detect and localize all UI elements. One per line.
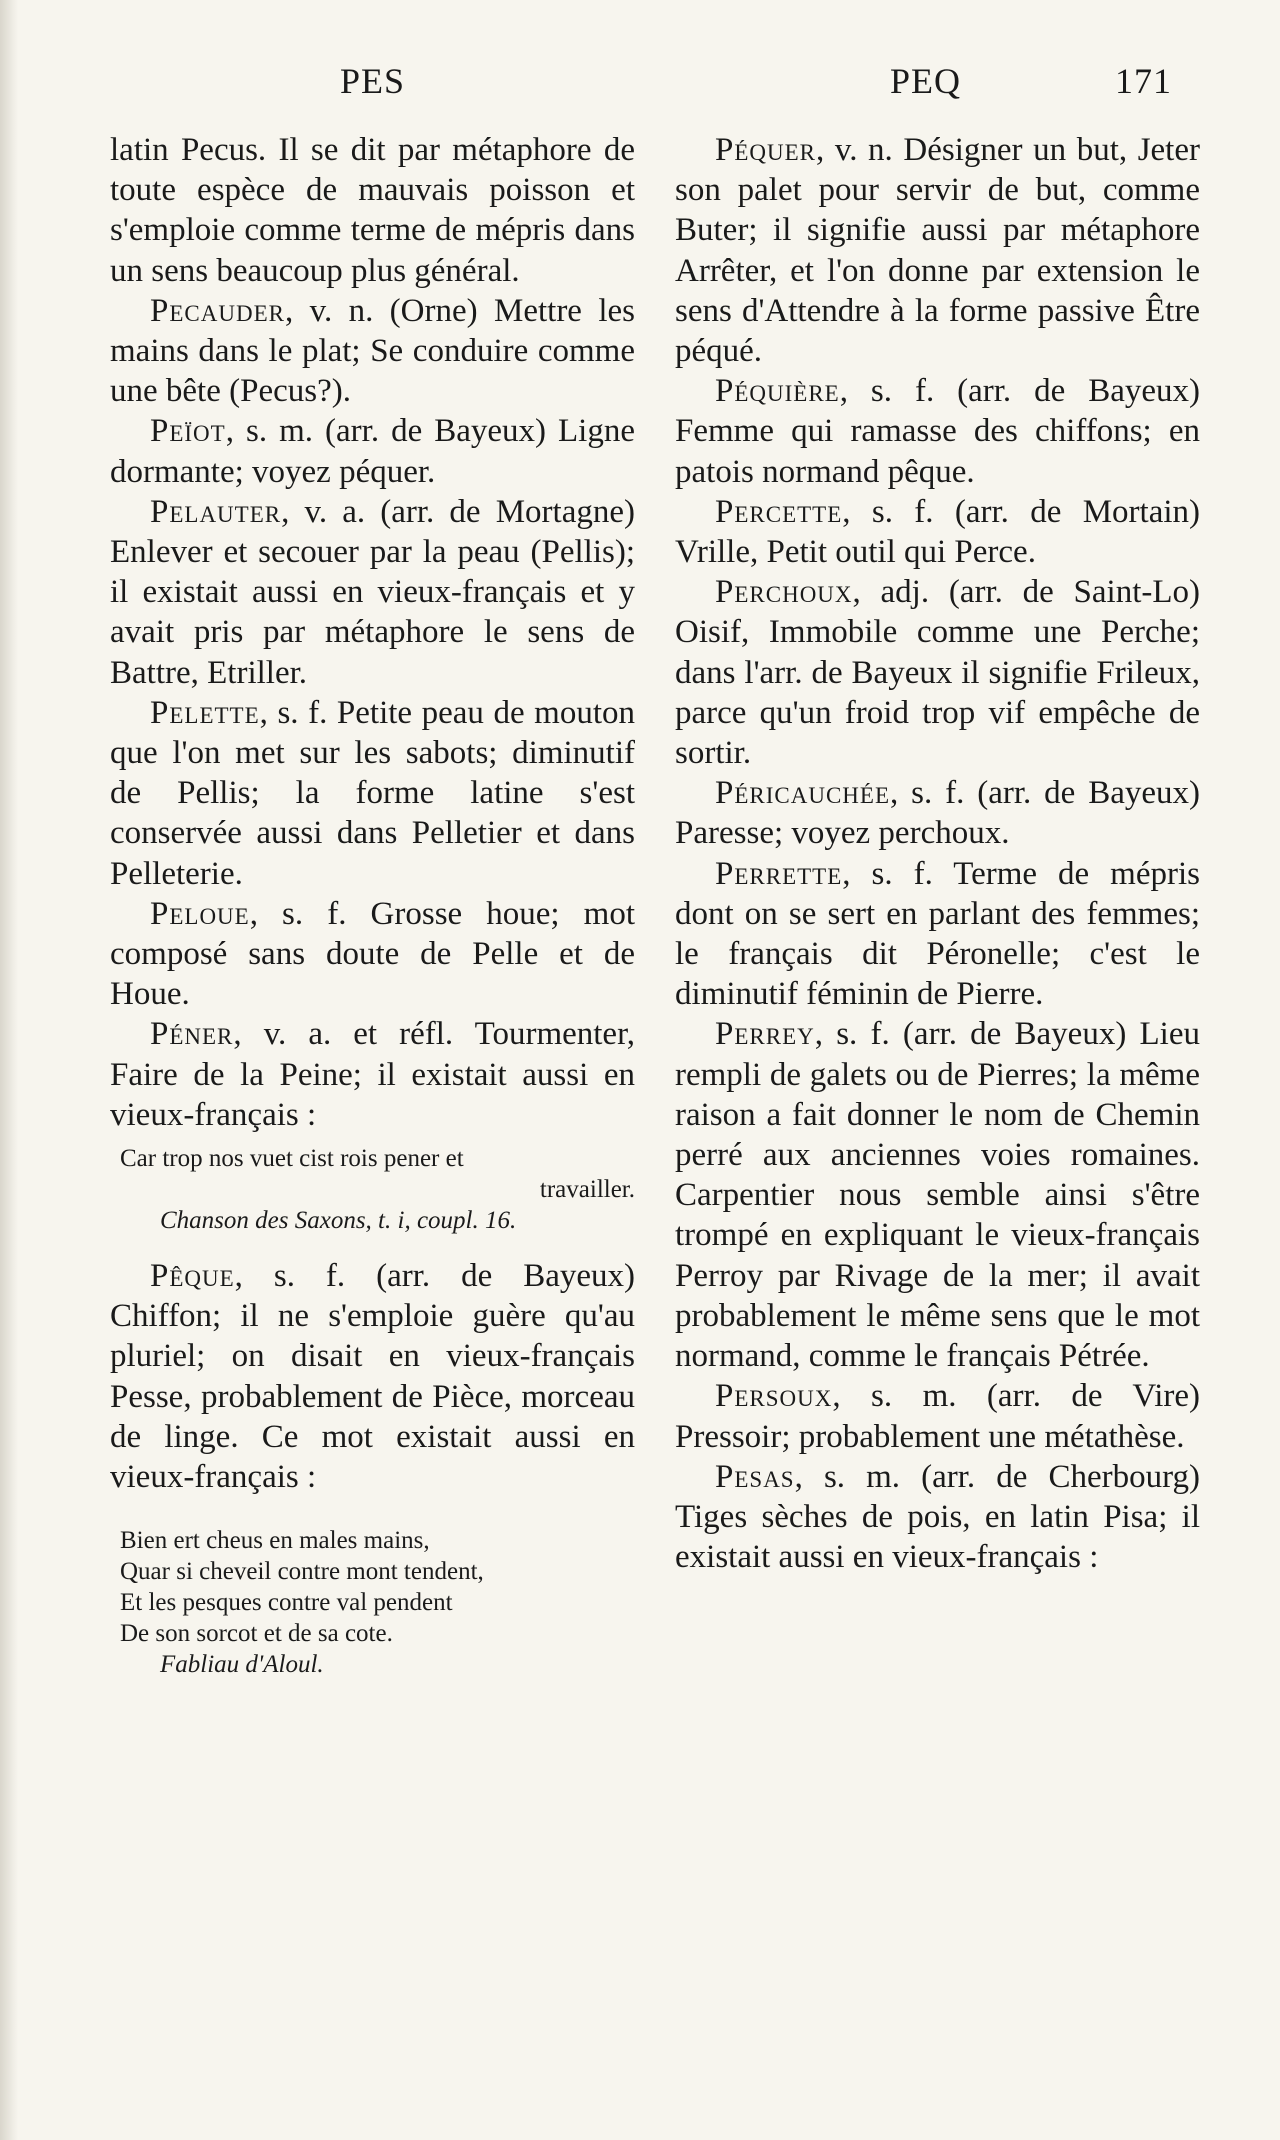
entry-peiot <box>110 411 635 491</box>
headword: Péquière <box>715 373 840 410</box>
entry-text: , s. f. (arr. de Bayeux) Paresse; voyez perchoux. <box>675 775 1200 852</box>
quote-line: Quar si cheveil contre mont tendent, <box>120 1558 484 1586</box>
entry-peque <box>110 1256 635 1497</box>
entry-percette <box>675 492 1200 572</box>
right-column <box>675 130 1200 1577</box>
quote-line: De son sorcot et de sa cote. <box>120 1620 393 1648</box>
entry-peloue <box>110 894 635 1015</box>
entry-pericauchee <box>675 773 1200 853</box>
quote-line: Bien ert cheus en males mains, <box>120 1527 430 1555</box>
entry-perchoux <box>675 572 1200 773</box>
entry-text: , s. f. (arr. de Bayeux) Femme qui ramasse des chiffons; en patois normand pêque. <box>675 373 1200 490</box>
entry-text: , adj. (arr. de Saint-Lo) Oisif, Immobile comme une Perche; dans l'arr. de Bayeux il signifie Frileux, parce qu'un froid trop vif empêche de sortir. <box>675 574 1200 772</box>
entry-text: , s. f. (arr. de Mortain) Vrille, Petit outil qui Perce. <box>675 493 1200 571</box>
entry-pener <box>110 1014 635 1135</box>
entry-pelauter <box>110 492 635 693</box>
book-spine-edge <box>0 0 18 2140</box>
page-number: 171 <box>1115 61 1172 101</box>
entry-text: latin Pecus. Il se dit par métaphore de toute espèce de mauvais poisson et s'emploie comme terme de mépris dans un sens beaucoup plus général. <box>110 132 635 289</box>
entry-pelette <box>110 693 635 894</box>
headword: Pecauder <box>150 292 285 329</box>
entry-text: , s. f. Terme de mépris dont on se sert en parlant des femmes; le français dit Péronelle; c'est le diminutif féminin de Pierre. <box>675 855 1200 1013</box>
headword: Perrey <box>715 1016 815 1053</box>
entry-continuation <box>110 130 635 291</box>
entry-pecauder <box>110 291 635 412</box>
entry-perrette <box>675 854 1200 1015</box>
quote-line: travailler. <box>539 1176 635 1204</box>
headword: Peloue <box>150 895 250 932</box>
quote-source: Chanson des Saxons, t. i, coupl. 16. <box>160 1207 517 1235</box>
headword: Persoux <box>715 1378 833 1415</box>
headword: Péner <box>150 1016 234 1053</box>
citation-chanson <box>110 1143 635 1236</box>
running-header <box>110 60 1200 120</box>
headword: Perchoux <box>715 574 853 611</box>
entry-text: , s. f. (arr. de Bayeux) Lieu rempli de galets ou de Pierres; la même raison a fait donner le nom de Chemin perré aux anciennes voies romaines. Carpentier nous semble ainsi s'être trompé en expliquant le vieux-français Perroy par Rivage de la mer; il avait probablement le même sens que le mot normand, comme le français Pétrée. <box>675 1016 1200 1375</box>
left-guide-word: PES <box>340 61 406 101</box>
headword: Percette <box>715 493 843 530</box>
quote-line: Car trop nos vuet cist rois pener et <box>120 1145 464 1173</box>
entry-text: , v. n. (Orne) Mettre les mains dans le plat; Se conduire comme une bête (Pecus?). <box>110 292 635 410</box>
entry-text: , s. m. (arr. de Vire) Pressoir; probablement une métathèse. <box>675 1378 1200 1455</box>
entry-perrey <box>675 1014 1200 1376</box>
headword: Pêque <box>150 1258 235 1295</box>
headword: Pelette <box>150 694 260 731</box>
entry-text: , v. a. (arr. de Mortagne) Enlever et secouer par la peau (Pellis); il existait aussi en vieux-français et y avait pris par métaphore le sens de Battre, Etriller. <box>110 493 635 691</box>
entry-pequer <box>675 130 1200 371</box>
quote-line: Et les pesques contre val pendent <box>120 1589 453 1617</box>
entry-text: , v. n. Désigner un but, Jeter son palet pour servir de but, comme Buter; il signifie aussi par métaphore Arrêter, et l'on donne par extension le sens d'Attendre à la forme passive Être péqué. <box>675 132 1200 370</box>
quote-source: Fabliau d'Aloul. <box>160 1651 324 1679</box>
entry-pequiere <box>675 371 1200 492</box>
entry-text: , s. m. (arr. de Bayeux) Ligne dormante; voyez péquer. <box>110 413 635 490</box>
headword: Péricauchée <box>715 775 891 812</box>
entry-text: , s. f. (arr. de Bayeux) Chiffon; il ne s'emploie guère qu'au pluriel; on disait en vieux-français Pesse, probablement de Pièce, morceau de linge. Ce mot existait aussi en vieux-français : <box>110 1258 635 1496</box>
entry-pesas <box>675 1457 1200 1578</box>
headword: Péquer <box>715 132 817 168</box>
dictionary-page <box>110 60 1200 1679</box>
right-guide-word: PEQ <box>890 61 962 101</box>
entry-text: , v. a. et réfl. Tourmenter, Faire de la Peine; il existait aussi en vieux-français : <box>110 1016 635 1133</box>
left-column <box>110 130 635 1680</box>
headword: Pelauter <box>150 493 282 530</box>
entry-text: , s. f. Grosse houe; mot composé sans doute de Pelle et de Houe. <box>110 895 635 1013</box>
entry-text: , s. m. (arr. de Cherbourg) Tiges sèches de pois, en latin Pisa; il existait aussi en vieux-français : <box>675 1458 1200 1576</box>
entry-persoux <box>675 1376 1200 1456</box>
headword: Peïot <box>150 413 226 450</box>
citation-fabliau <box>110 1525 635 1680</box>
entry-text: , s. f. Petite peau de mouton que l'on met sur les sabots; diminutif de Pellis; la forme latine s'est conservée aussi dans Pelletier et dans Pelleterie. <box>110 694 635 892</box>
headword: Perrette <box>715 855 843 892</box>
headword: Pesas <box>715 1458 795 1495</box>
